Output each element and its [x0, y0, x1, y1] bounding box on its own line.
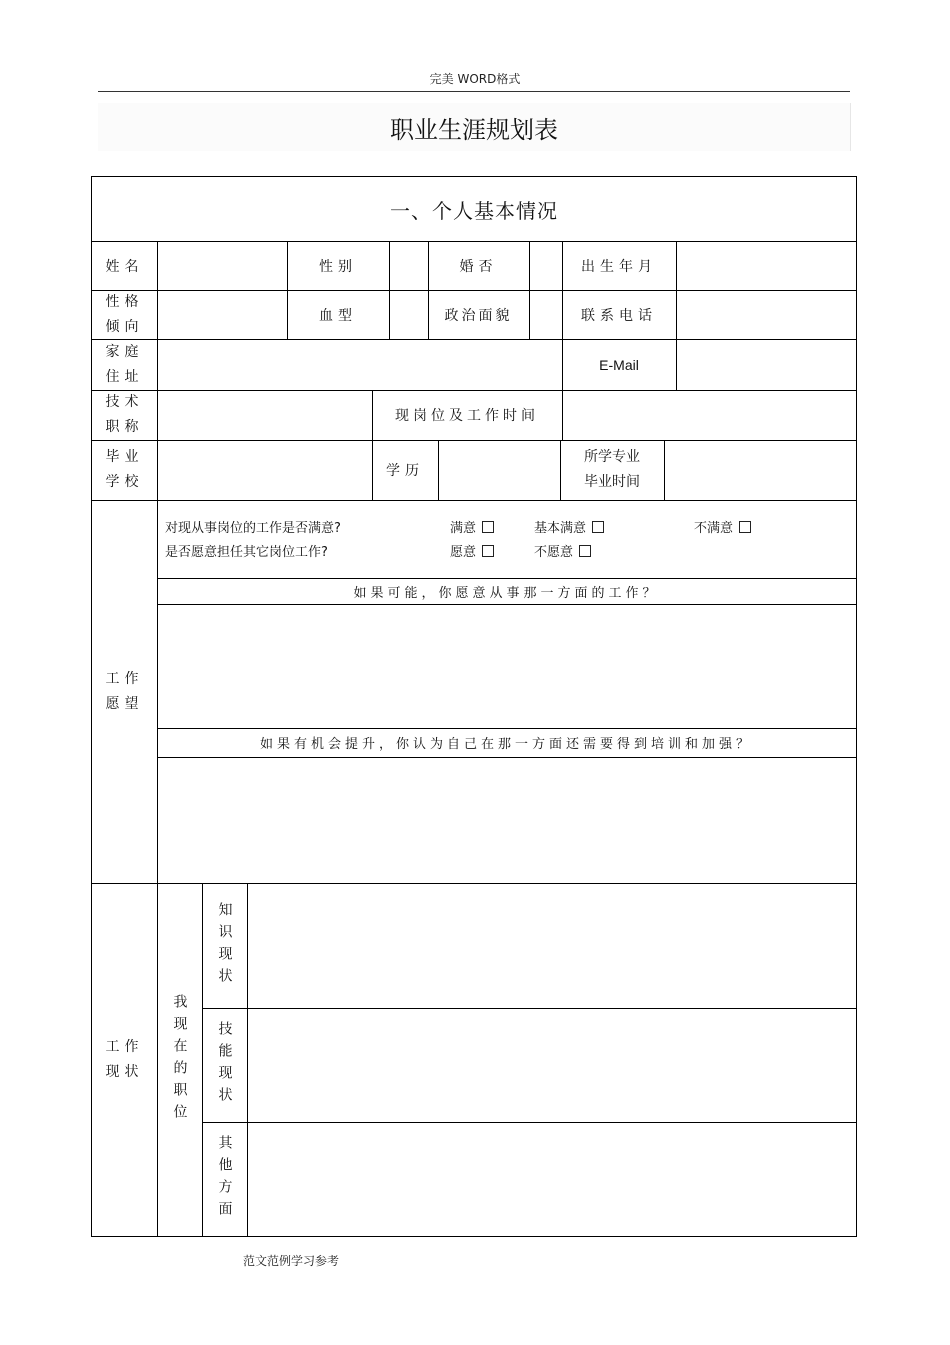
- label-address-line1: 家庭: [105, 343, 144, 360]
- field-training-needs[interactable]: [157, 757, 856, 883]
- label-personality-line1: 性格: [105, 293, 144, 310]
- label-work-status-line2: 现状: [105, 1063, 144, 1080]
- label-school-line1: 毕业: [105, 449, 144, 465]
- label-work-wish: [92, 500, 157, 883]
- field-education[interactable]: [438, 440, 560, 500]
- label-my-position-cell: [157, 883, 202, 1236]
- option-unwilling[interactable]: [534, 541, 591, 560]
- label-other: 其他方面: [216, 1135, 233, 1223]
- label-knowledge: 知识现状: [216, 901, 233, 990]
- checkbox-icon[interactable]: [482, 521, 494, 533]
- document-title: 职业生涯规划表: [390, 116, 558, 144]
- section-title: 一、个人基本情况: [390, 198, 558, 223]
- label-blood: 血型: [319, 307, 357, 324]
- row-divider: [92, 500, 856, 501]
- checkbox-icon[interactable]: [592, 521, 604, 533]
- label-skills: 技能现状: [216, 1021, 233, 1109]
- field-phone[interactable]: [676, 290, 856, 339]
- page-footer: 范文范例学习参考: [243, 1254, 340, 1268]
- option-willing[interactable]: [450, 541, 494, 560]
- label-skills-cell: [202, 1008, 247, 1122]
- field-birth[interactable]: [676, 241, 856, 290]
- question-satisfaction: 对现从事岗位的工作是否满意?: [165, 521, 341, 536]
- option-basically-satisfied-label: 基本满意: [534, 521, 587, 536]
- field-marriage[interactable]: [529, 241, 562, 290]
- question-preferred-work: 如果可能，你愿意从事那一方面的工作？: [353, 585, 660, 601]
- field-address[interactable]: [157, 339, 562, 390]
- label-tech-title-line2: 职称: [105, 419, 144, 435]
- checkbox-icon[interactable]: [739, 521, 751, 533]
- label-knowledge-cell: [202, 883, 247, 1008]
- label-grad-time-text: 毕业时间: [584, 474, 640, 490]
- label-work-wish-line2: 愿望: [105, 695, 144, 712]
- label-other-cell: [202, 1122, 247, 1236]
- field-blood[interactable]: [389, 290, 428, 339]
- label-phone: 联系电话: [581, 307, 657, 324]
- field-politics[interactable]: [529, 290, 562, 339]
- field-school[interactable]: [157, 440, 372, 500]
- question-training-needs: 如果有机会提升，你认为自己在那一方面还需要得到培训和加强？: [259, 737, 753, 752]
- label-major-text: 所学专业: [584, 449, 640, 465]
- checkbox-icon[interactable]: [579, 545, 591, 557]
- page-header: 完美 WORD格式: [429, 72, 521, 86]
- field-email[interactable]: [676, 339, 856, 390]
- label-school: [92, 440, 157, 500]
- label-address: [92, 339, 157, 390]
- option-unsatisfied-label: 不满意: [694, 521, 734, 536]
- option-satisfied[interactable]: [450, 517, 494, 536]
- option-satisfied-label: 满意: [450, 521, 477, 536]
- career-plan-table: [91, 176, 857, 1237]
- field-preferred-work[interactable]: [157, 604, 856, 728]
- field-personality[interactable]: [157, 290, 287, 339]
- label-personality-line2: 倾向: [105, 318, 144, 335]
- field-major[interactable]: [664, 440, 856, 500]
- label-name: 姓名: [105, 258, 144, 275]
- header-divider: [98, 91, 850, 92]
- label-birth: 出生年月: [581, 258, 657, 275]
- label-personality: [92, 290, 157, 339]
- label-work-wish-line1: 工作: [105, 670, 144, 687]
- field-other[interactable]: [247, 1122, 856, 1236]
- label-tech-title-line1: 技术: [105, 394, 144, 410]
- label-major: [560, 440, 664, 500]
- field-knowledge[interactable]: [247, 883, 856, 1008]
- option-unwilling-label: 不愿意: [534, 545, 574, 560]
- label-email: E-Mail: [599, 356, 639, 373]
- question-other-position: 是否愿意担任其它岗位工作?: [165, 545, 328, 560]
- field-skills[interactable]: [247, 1008, 856, 1122]
- label-education: 学历: [386, 463, 424, 479]
- field-name[interactable]: [157, 241, 287, 290]
- label-work-status-line1: 工作: [105, 1038, 144, 1055]
- label-gender: 性别: [319, 258, 357, 275]
- label-marriage: 婚否: [459, 258, 498, 275]
- field-gender[interactable]: [389, 241, 428, 290]
- label-politics: 政治面貌: [444, 307, 513, 324]
- checkbox-icon[interactable]: [482, 545, 494, 557]
- label-address-line2: 住址: [105, 368, 144, 385]
- label-work-status: [92, 883, 157, 1236]
- label-current-position: 现岗位及工作时间: [395, 408, 539, 424]
- field-current-position[interactable]: [562, 390, 856, 440]
- option-basically-satisfied[interactable]: [534, 517, 604, 536]
- label-my-position: 我现在的职位: [171, 993, 188, 1126]
- option-unsatisfied[interactable]: [694, 517, 751, 536]
- label-school-line2: 学校: [105, 474, 144, 490]
- option-willing-label: 愿意: [450, 545, 477, 560]
- field-tech-title[interactable]: [157, 390, 372, 440]
- label-tech-title: [92, 390, 157, 440]
